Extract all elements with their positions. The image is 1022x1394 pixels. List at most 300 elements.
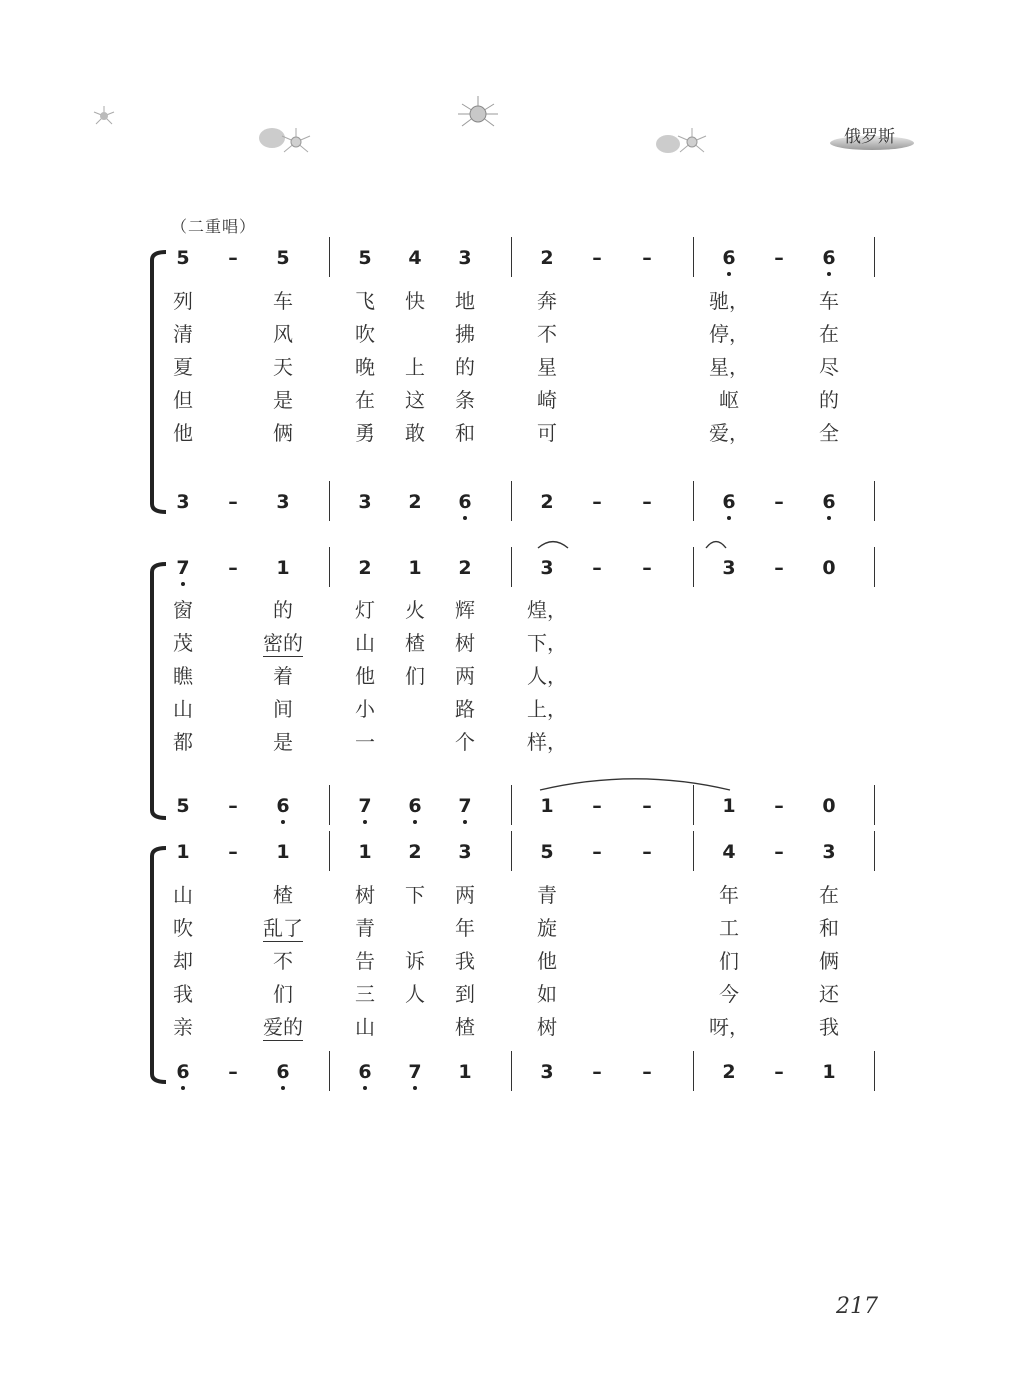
note-text: 2 <box>458 557 472 579</box>
upper-voice-note <box>450 557 480 579</box>
upper-voice-note <box>400 841 430 863</box>
lyric-syllable: 晚 <box>355 355 375 379</box>
upper-voice-note <box>400 557 430 579</box>
lower-voice-note <box>814 1061 844 1083</box>
lyric-syllable: 是 <box>273 388 293 412</box>
lyric-syllable: 勇 <box>355 421 375 445</box>
lower-voice-note <box>350 795 380 817</box>
lyric-syllable: 告 <box>355 949 375 973</box>
lower-voice-note <box>218 795 248 817</box>
lyric-syllable: 样， <box>527 730 567 754</box>
note-text: 3 <box>276 491 290 513</box>
upper-voice-note <box>218 841 248 863</box>
lower-voice-note <box>168 795 198 817</box>
barline <box>511 481 512 521</box>
lyric-syllable: 路 <box>455 697 475 721</box>
note-text: 3 <box>458 247 472 269</box>
barline <box>329 237 330 277</box>
country-tab <box>826 122 912 152</box>
note-text: – <box>592 841 602 863</box>
lyric-syllable: 不 <box>537 322 557 346</box>
note-text: 6 <box>408 795 422 817</box>
tie-slur <box>538 540 568 552</box>
lyric-syllable: 楂 <box>455 1015 475 1039</box>
lyric-syllable: 清 <box>173 322 193 346</box>
lyric-syllable: 我 <box>455 949 475 973</box>
lower-voice-note <box>218 1061 248 1083</box>
barline <box>511 831 512 871</box>
lyric-syllable: 他 <box>537 949 557 973</box>
note-text: 2 <box>540 491 554 513</box>
barline <box>329 481 330 521</box>
lyric-syllable: 不 <box>273 949 293 973</box>
note-text: 1 <box>822 1061 836 1083</box>
lyric-syllable: 快 <box>405 289 425 313</box>
lyric-syllable: 两 <box>455 664 475 688</box>
note-text: 4 <box>722 841 736 863</box>
lyric-syllable: 风 <box>273 322 293 346</box>
note-text: 3 <box>458 841 472 863</box>
note-text: 3 <box>540 1061 554 1083</box>
lyric-syllable: 青 <box>537 883 557 907</box>
note-text: – <box>592 1061 602 1083</box>
lyric-syllable: 窗 <box>173 598 193 622</box>
lower-voice-note <box>714 1061 744 1083</box>
lyric-melisma-underline: 乱了 <box>263 916 303 940</box>
lower-voice-note <box>714 795 744 817</box>
lyric-syllable: 他 <box>173 421 193 445</box>
upper-voice-note <box>714 557 744 579</box>
note-text: – <box>642 1061 652 1083</box>
flower-decoration-icon <box>456 94 500 134</box>
upper-voice-note <box>218 557 248 579</box>
note-text: – <box>774 841 784 863</box>
note-text: 6 <box>458 491 472 513</box>
note-text: – <box>774 491 784 513</box>
barline <box>693 831 694 871</box>
note-text: – <box>592 247 602 269</box>
lyric-syllable <box>263 627 303 656</box>
upper-voice-note <box>168 247 198 269</box>
lyric-syllable: 山 <box>355 631 375 655</box>
tie-slur <box>540 776 730 794</box>
lyric-syllable: 全 <box>819 421 839 445</box>
note-text: – <box>774 247 784 269</box>
octave-dot <box>281 1086 285 1090</box>
upper-voice-note <box>268 841 298 863</box>
lyric-syllable: 呀， <box>709 1015 749 1039</box>
lower-voice-note <box>632 491 662 513</box>
lyric-syllable: 我 <box>819 1015 839 1039</box>
barline <box>329 1051 330 1091</box>
lyric-syllable: 和 <box>455 421 475 445</box>
lyric-syllable: 个 <box>455 730 475 754</box>
note-text: 6 <box>276 795 290 817</box>
lyric-syllable: 列 <box>173 289 193 313</box>
note-text: 4 <box>408 247 422 269</box>
note-text: – <box>642 491 652 513</box>
lyric-syllable: 们 <box>719 949 739 973</box>
lyric-syllable: 星， <box>709 355 749 379</box>
lyric-syllable: 人 <box>405 982 425 1006</box>
note-text: 5 <box>176 795 190 817</box>
lower-voice-note <box>532 491 562 513</box>
lyric-syllable: 山 <box>173 883 193 907</box>
lower-voice-note <box>268 795 298 817</box>
upper-voice-note <box>764 247 794 269</box>
upper-voice-note <box>582 841 612 863</box>
note-text: – <box>228 795 238 817</box>
lyric-syllable: 旋 <box>537 916 557 940</box>
note-text: 6 <box>176 1061 190 1083</box>
lyric-syllable: 年 <box>455 916 475 940</box>
barline <box>329 831 330 871</box>
note-text: – <box>592 557 602 579</box>
note-text: 6 <box>358 1061 372 1083</box>
lower-voice-note <box>632 1061 662 1083</box>
lyric-syllable: 车 <box>273 289 293 313</box>
barline <box>511 547 512 587</box>
lower-voice-note <box>268 491 298 513</box>
note-text: 3 <box>722 557 736 579</box>
upper-voice-note <box>814 557 844 579</box>
note-text: 1 <box>408 557 422 579</box>
lyric-syllable: 下， <box>527 631 567 655</box>
lyric-syllable: 他 <box>355 664 375 688</box>
lyric-syllable: 和 <box>819 916 839 940</box>
lyric-syllable: 两 <box>455 883 475 907</box>
lyric-syllable: 还 <box>819 982 839 1006</box>
note-text: 7 <box>458 795 472 817</box>
barline <box>874 785 875 825</box>
upper-voice-note <box>714 841 744 863</box>
lyric-syllable: 在 <box>819 322 839 346</box>
note-text: 6 <box>822 247 836 269</box>
lyric-melisma-underline: 爱的 <box>263 1015 303 1039</box>
note-text: – <box>774 557 784 579</box>
page-number: 217 <box>836 1294 878 1319</box>
note-text: 6 <box>822 491 836 513</box>
lyric-syllable: 树 <box>537 1015 557 1039</box>
lyric-syllable: 岖 <box>719 388 739 412</box>
lyric-syllable: 这 <box>405 388 425 412</box>
country-label: 俄罗斯 <box>844 127 895 147</box>
note-text: – <box>642 841 652 863</box>
lyric-syllable: 的 <box>455 355 475 379</box>
lower-voice-note <box>218 491 248 513</box>
note-text: 3 <box>176 491 190 513</box>
lyric-syllable: 青 <box>355 916 375 940</box>
barline <box>329 547 330 587</box>
barline <box>874 237 875 277</box>
lyric-syllable: 小 <box>355 697 375 721</box>
lyric-syllable: 都 <box>173 730 193 754</box>
upper-voice-note <box>268 557 298 579</box>
lower-voice-note <box>764 491 794 513</box>
upper-voice-note <box>168 557 198 579</box>
barline <box>329 785 330 825</box>
lyric-syllable: 驰， <box>709 289 749 313</box>
lyric-syllable: 条 <box>455 388 475 412</box>
lower-voice-note <box>532 1061 562 1083</box>
lower-voice-note <box>268 1061 298 1083</box>
upper-voice-note <box>350 247 380 269</box>
octave-dot <box>363 1086 367 1090</box>
lower-voice-note <box>450 795 480 817</box>
lyric-syllable: 树 <box>455 631 475 655</box>
note-text: 7 <box>358 795 372 817</box>
lyric-syllable: 俩 <box>273 421 293 445</box>
lyric-syllable: 却 <box>173 949 193 973</box>
note-text: 1 <box>276 557 290 579</box>
upper-voice-note <box>764 557 794 579</box>
barline <box>874 1051 875 1091</box>
lyric-syllable: 火 <box>405 598 425 622</box>
lyric-syllable: 灯 <box>355 598 375 622</box>
lyric-syllable: 茂 <box>173 631 193 655</box>
tie-slur <box>706 540 726 552</box>
note-text: 6 <box>722 247 736 269</box>
barline <box>693 547 694 587</box>
lyric-syllable: 俩 <box>819 949 839 973</box>
lower-voice-note <box>764 1061 794 1083</box>
lower-voice-note <box>400 795 430 817</box>
lower-voice-note <box>582 795 612 817</box>
lyric-syllable: 在 <box>819 883 839 907</box>
upper-voice-note <box>632 841 662 863</box>
lyric-syllable: 间 <box>273 697 293 721</box>
lyric-syllable: 天 <box>273 355 293 379</box>
lyric-syllable: 到 <box>455 982 475 1006</box>
note-text: – <box>228 841 238 863</box>
upper-voice-note <box>814 841 844 863</box>
lyric-syllable: 工 <box>719 916 739 940</box>
lyric-syllable: 车 <box>819 289 839 313</box>
note-text: 6 <box>722 491 736 513</box>
lyric-syllable: 飞 <box>355 289 375 313</box>
note-text: 1 <box>358 841 372 863</box>
octave-dot <box>727 272 731 276</box>
part-label: （二重唱） <box>171 217 257 236</box>
note-text: 5 <box>276 247 290 269</box>
lower-voice-note <box>450 1061 480 1083</box>
octave-dot <box>413 820 417 824</box>
lyric-syllable: 地 <box>455 289 475 313</box>
lower-voice-note <box>814 795 844 817</box>
barline <box>693 237 694 277</box>
octave-dot <box>181 582 185 586</box>
lyric-syllable: 瞧 <box>173 664 193 688</box>
lower-voice-note <box>532 795 562 817</box>
note-text: 6 <box>276 1061 290 1083</box>
lower-voice-note <box>400 1061 430 1083</box>
upper-voice-note <box>582 247 612 269</box>
lyric-syllable: 们 <box>273 982 293 1006</box>
lyric-syllable: 的 <box>273 598 293 622</box>
lyric-syllable: 尽 <box>819 355 839 379</box>
lyric-syllable: 亲 <box>173 1015 193 1039</box>
barline <box>511 1051 512 1091</box>
barline <box>693 1051 694 1091</box>
upper-voice-note <box>532 247 562 269</box>
note-text: 3 <box>822 841 836 863</box>
note-text: – <box>592 795 602 817</box>
octave-dot <box>463 820 467 824</box>
note-text: 2 <box>358 557 372 579</box>
lyric-melisma-underline: 密的 <box>263 631 303 655</box>
lower-voice-note <box>582 491 612 513</box>
lyric-syllable: 在 <box>355 388 375 412</box>
lyric-syllable: 辉 <box>455 598 475 622</box>
lyric-syllable: 一 <box>355 730 375 754</box>
lyric-syllable: 吹 <box>355 322 375 346</box>
lyric-syllable: 爱， <box>709 421 749 445</box>
upper-voice-note <box>714 247 744 269</box>
lyric-syllable: 拂 <box>455 322 475 346</box>
lyric-syllable: 停， <box>709 322 749 346</box>
note-text: 2 <box>408 491 422 513</box>
lyric-syllable: 可 <box>537 421 557 445</box>
barline <box>874 481 875 521</box>
lyric-syllable: 煌， <box>527 598 567 622</box>
lyric-syllable: 我 <box>173 982 193 1006</box>
lower-voice-note <box>814 491 844 513</box>
octave-dot <box>181 1086 185 1090</box>
note-text: 5 <box>358 247 372 269</box>
lyric-syllable: 人， <box>527 664 567 688</box>
note-text: 7 <box>176 557 190 579</box>
upper-voice-note <box>814 247 844 269</box>
note-text: 1 <box>540 795 554 817</box>
upper-voice-note <box>268 247 298 269</box>
lyric-syllable <box>263 912 303 941</box>
lyric-syllable: 今 <box>719 982 739 1006</box>
note-text: 0 <box>822 795 836 817</box>
lower-voice-note <box>168 1061 198 1083</box>
lyric-syllable: 夏 <box>173 355 193 379</box>
upper-voice-note <box>350 841 380 863</box>
note-text: 2 <box>722 1061 736 1083</box>
upper-voice-note <box>350 557 380 579</box>
note-text: – <box>774 795 784 817</box>
octave-dot <box>463 516 467 520</box>
lyric-syllable: 敢 <box>405 421 425 445</box>
note-text: 1 <box>176 841 190 863</box>
upper-voice-note <box>532 841 562 863</box>
upper-voice-note <box>218 247 248 269</box>
note-text: 1 <box>722 795 736 817</box>
note-text: 3 <box>540 557 554 579</box>
upper-voice-note <box>400 247 430 269</box>
lower-voice-note <box>350 1061 380 1083</box>
lyric-syllable: 上 <box>405 355 425 379</box>
upper-voice-note <box>764 841 794 863</box>
note-text: 5 <box>176 247 190 269</box>
lyric-syllable: 上， <box>527 697 567 721</box>
lyric-syllable: 下 <box>405 883 425 907</box>
barline <box>874 547 875 587</box>
note-text: – <box>228 557 238 579</box>
note-text: 2 <box>540 247 554 269</box>
note-text: – <box>642 247 652 269</box>
note-text: 3 <box>358 491 372 513</box>
note-text: 7 <box>408 1061 422 1083</box>
note-text: 1 <box>276 841 290 863</box>
flower-decoration-icon <box>256 122 316 156</box>
barline <box>693 481 694 521</box>
note-text: – <box>642 557 652 579</box>
barline <box>874 831 875 871</box>
note-text: 5 <box>540 841 554 863</box>
lyric-syllable: 星 <box>537 355 557 379</box>
note-text: 1 <box>458 1061 472 1083</box>
lower-voice-note <box>168 491 198 513</box>
octave-dot <box>363 820 367 824</box>
lyric-syllable <box>263 1011 303 1040</box>
note-text: – <box>774 1061 784 1083</box>
lyric-syllable: 楂 <box>273 883 293 907</box>
barline <box>511 785 512 825</box>
lyric-syllable: 们 <box>405 664 425 688</box>
upper-voice-note <box>582 557 612 579</box>
note-text: – <box>592 491 602 513</box>
lower-voice-note <box>450 491 480 513</box>
note-text: – <box>228 491 238 513</box>
octave-dot <box>827 272 831 276</box>
upper-voice-note <box>632 557 662 579</box>
note-text: 2 <box>408 841 422 863</box>
note-text: – <box>228 247 238 269</box>
lyric-syllable: 吹 <box>173 916 193 940</box>
lyric-syllable: 崎 <box>537 388 557 412</box>
note-text: 0 <box>822 557 836 579</box>
upper-voice-note <box>632 247 662 269</box>
flower-decoration-icon <box>90 104 118 128</box>
lyric-syllable: 年 <box>719 883 739 907</box>
lyric-syllable: 着 <box>273 664 293 688</box>
lower-voice-note <box>714 491 744 513</box>
lower-voice-note <box>400 491 430 513</box>
lower-voice-note <box>582 1061 612 1083</box>
lower-voice-note <box>632 795 662 817</box>
lyric-syllable: 树 <box>355 883 375 907</box>
lyric-syllable: 诉 <box>405 949 425 973</box>
lyric-syllable: 楂 <box>405 631 425 655</box>
upper-voice-note <box>450 247 480 269</box>
lyric-syllable: 但 <box>173 388 193 412</box>
lower-voice-note <box>764 795 794 817</box>
upper-voice-note <box>168 841 198 863</box>
lyric-syllable: 奔 <box>537 289 557 313</box>
lyric-syllable: 如 <box>537 982 557 1006</box>
lyric-syllable: 是 <box>273 730 293 754</box>
flower-decoration-icon <box>652 124 712 158</box>
upper-voice-note <box>532 557 562 579</box>
lyric-syllable: 山 <box>173 697 193 721</box>
octave-dot <box>413 1086 417 1090</box>
lower-voice-note <box>350 491 380 513</box>
lyric-syllable: 山 <box>355 1015 375 1039</box>
note-text: – <box>642 795 652 817</box>
octave-dot <box>827 516 831 520</box>
upper-voice-note <box>450 841 480 863</box>
note-text: – <box>228 1061 238 1083</box>
octave-dot <box>281 820 285 824</box>
lyric-syllable: 的 <box>819 388 839 412</box>
barline <box>511 237 512 277</box>
lyric-syllable: 三 <box>355 982 375 1006</box>
octave-dot <box>727 516 731 520</box>
